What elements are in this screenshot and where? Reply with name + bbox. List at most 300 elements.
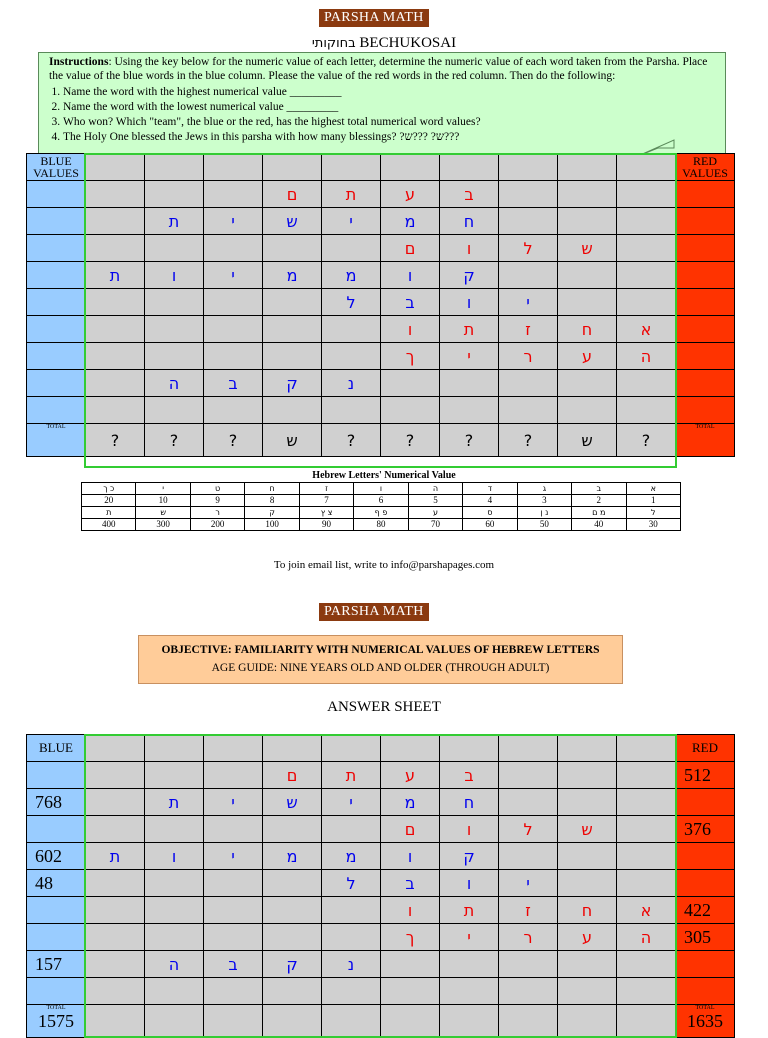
key-value: 2 <box>572 495 626 507</box>
letter-cell <box>558 397 617 424</box>
key-value: 50 <box>517 519 571 531</box>
worksheet-title-badge: PARSHA MATH <box>319 9 429 27</box>
blue-value-cell <box>27 235 86 262</box>
letter-cell <box>86 816 145 843</box>
key-value: 300 <box>136 519 190 531</box>
letter-cell: ע <box>381 762 440 789</box>
key-letter: י <box>136 483 190 495</box>
letter-cell <box>617 370 676 397</box>
letter-cell: ל <box>499 235 558 262</box>
letter-cell <box>204 897 263 924</box>
letter-cell <box>499 262 558 289</box>
red-total-cell: TOTAL <box>676 424 735 457</box>
red-value-cell <box>676 370 735 397</box>
letter-cell <box>617 181 676 208</box>
key-value: 8 <box>245 495 299 507</box>
letter-cell: ך <box>381 924 440 951</box>
letter-cell <box>86 951 145 978</box>
blue-value-cell <box>27 316 86 343</box>
letter-cell <box>263 235 322 262</box>
total-cell <box>381 1005 440 1038</box>
key-value: 200 <box>190 519 244 531</box>
letter-cell: ם <box>381 235 440 262</box>
letter-cell: מ <box>263 843 322 870</box>
key-letter: ז <box>299 483 353 495</box>
letter-cell: ע <box>381 181 440 208</box>
letter-cell: ל <box>322 289 381 316</box>
grid-total-row <box>27 1005 735 1038</box>
grid-row <box>27 262 735 289</box>
red-value-cell: 305 <box>676 924 735 951</box>
blue-value-cell <box>27 208 86 235</box>
key-value: 4 <box>463 495 517 507</box>
grid-cell <box>86 154 145 181</box>
key-value: 90 <box>299 519 353 531</box>
letter-cell <box>322 978 381 1005</box>
total-cell: ש <box>558 424 617 457</box>
letter-cell: ש <box>558 235 617 262</box>
letter-cell <box>440 397 499 424</box>
parsha-name-hebrew: בחוקותי <box>311 36 356 51</box>
red-total-value: 1635 <box>687 1011 723 1031</box>
letter-cell <box>499 370 558 397</box>
letter-cell <box>86 924 145 951</box>
letter-cell: ק <box>263 370 322 397</box>
blue-value-cell <box>27 924 86 951</box>
letter-cell: ה <box>145 370 204 397</box>
key-row <box>82 507 681 519</box>
key-title: Hebrew Letters' Numerical Value <box>312 470 456 481</box>
letter-cell <box>86 208 145 235</box>
key-letter: ק <box>245 507 299 519</box>
grid-cell <box>204 154 263 181</box>
letter-cell: ח <box>558 897 617 924</box>
grid-row <box>27 816 735 843</box>
blue-value-cell: 48 <box>27 870 86 897</box>
letter-cell <box>499 208 558 235</box>
key-letter: צ ץ <box>299 507 353 519</box>
letter-cell <box>263 397 322 424</box>
blue-value-cell: 768 <box>27 789 86 816</box>
letter-cell <box>145 816 204 843</box>
letter-cell: א <box>617 316 676 343</box>
total-cell <box>440 1005 499 1038</box>
key-value: 6 <box>354 495 408 507</box>
key-letter: כ ך <box>82 483 136 495</box>
letter-cell <box>440 370 499 397</box>
red-value-cell: 376 <box>676 816 735 843</box>
letter-cell <box>145 978 204 1005</box>
blue-value-cell <box>27 897 86 924</box>
letter-cell: ב <box>440 762 499 789</box>
letter-cell <box>499 843 558 870</box>
letter-cell: ח <box>558 316 617 343</box>
letter-cell: ז <box>499 316 558 343</box>
letter-cell <box>86 343 145 370</box>
key-row <box>82 483 681 495</box>
letter-cell <box>617 289 676 316</box>
red-value-cell <box>676 235 735 262</box>
total-cell: ? <box>145 424 204 457</box>
grid-cell <box>145 735 204 762</box>
letter-cell: ב <box>440 181 499 208</box>
grid-cell <box>86 735 145 762</box>
letter-cell: ז <box>499 897 558 924</box>
letter-cell <box>263 870 322 897</box>
letter-cell: י <box>440 924 499 951</box>
letter-value-key <box>81 482 681 531</box>
instructions-text: : Using the key below for the numeric value of each letter, determine the numeric value of each word taken from the Parsha. Place the value of the blue words in the blue column. Please the value of the red words in the red column. Then do the following: <box>49 56 708 82</box>
letter-cell <box>145 397 204 424</box>
grid-row <box>27 789 735 816</box>
letter-cell <box>86 897 145 924</box>
letter-cell: מ <box>322 262 381 289</box>
letter-cell <box>617 870 676 897</box>
letter-cell: ק <box>440 262 499 289</box>
letter-cell <box>558 370 617 397</box>
key-value: 1 <box>626 495 680 507</box>
total-cell: ש <box>263 424 322 457</box>
letter-cell <box>322 924 381 951</box>
red-value-cell: 512 <box>676 762 735 789</box>
grid-cell <box>263 154 322 181</box>
letter-cell <box>263 816 322 843</box>
grid-cell <box>499 154 558 181</box>
grid-header-row <box>27 735 735 762</box>
letter-cell <box>558 208 617 235</box>
total-cell: ? <box>322 424 381 457</box>
age-guide-line: AGE GUIDE: NINE YEARS OLD AND OLDER (THROUGH ADULT) <box>211 662 550 674</box>
key-value: 100 <box>245 519 299 531</box>
instructions-paragraph <box>49 55 715 83</box>
key-row <box>82 519 681 531</box>
letter-cell: ש <box>263 789 322 816</box>
letter-cell: מ <box>263 262 322 289</box>
letter-cell: ל <box>499 816 558 843</box>
letter-cell <box>263 289 322 316</box>
letter-cell: י <box>204 843 263 870</box>
key-value: 3 <box>517 495 571 507</box>
letter-cell <box>204 343 263 370</box>
letter-cell: י <box>499 289 558 316</box>
key-letter: ת <box>82 507 136 519</box>
letter-cell <box>145 343 204 370</box>
red-value-cell <box>676 870 735 897</box>
letter-cell <box>558 762 617 789</box>
letter-cell: ת <box>440 897 499 924</box>
letter-cell <box>499 978 558 1005</box>
letter-cell: ו <box>381 262 440 289</box>
total-cell <box>499 1005 558 1038</box>
grid-row <box>27 924 735 951</box>
letter-cell: ם <box>263 181 322 208</box>
letter-cell <box>145 181 204 208</box>
letter-cell <box>499 181 558 208</box>
letter-cell: ח <box>440 789 499 816</box>
letter-cell: ו <box>381 843 440 870</box>
letter-cell: ת <box>322 762 381 789</box>
letter-cell <box>499 397 558 424</box>
letter-cell <box>86 762 145 789</box>
total-cell <box>204 1005 263 1038</box>
key-letter: ר <box>190 507 244 519</box>
blue-value-cell <box>27 397 86 424</box>
blue-value-cell <box>27 762 86 789</box>
letter-cell: ק <box>440 843 499 870</box>
letter-cell: ה <box>617 343 676 370</box>
objective-line: OBJECTIVE: FAMILIARITY WITH NUMERICAL VALUES OF HEBREW LETTERS <box>161 644 600 656</box>
letter-cell <box>86 370 145 397</box>
red-value-cell <box>676 397 735 424</box>
letter-cell: ב <box>381 870 440 897</box>
letter-cell <box>617 789 676 816</box>
grid-row <box>27 370 735 397</box>
grid-cell <box>617 735 676 762</box>
letter-cell <box>440 951 499 978</box>
letter-cell <box>86 289 145 316</box>
letter-cell: ק <box>263 951 322 978</box>
key-letter: ס <box>463 507 517 519</box>
total-cell: ? <box>499 424 558 457</box>
letter-cell: ב <box>204 951 263 978</box>
letter-cell <box>263 316 322 343</box>
letter-cell <box>145 316 204 343</box>
grid-cell <box>381 154 440 181</box>
grid-row <box>27 397 735 424</box>
letter-cell <box>322 316 381 343</box>
question-2: 2. Name the word with the lowest numerical value _________ <box>63 100 715 115</box>
letter-cell <box>145 897 204 924</box>
letter-cell <box>263 897 322 924</box>
blue-column-header: BLUE VALUES <box>27 154 86 181</box>
letter-cell: ו <box>145 262 204 289</box>
grid-cell <box>263 735 322 762</box>
total-cell: ? <box>204 424 263 457</box>
grid-cell <box>322 154 381 181</box>
letter-cell <box>381 370 440 397</box>
grid-cell <box>558 735 617 762</box>
letter-cell <box>322 343 381 370</box>
red-total-cell: TOTAL 1635 <box>676 1005 735 1038</box>
key-value: 5 <box>408 495 462 507</box>
letter-cell <box>440 978 499 1005</box>
letter-cell <box>617 235 676 262</box>
letter-cell <box>322 897 381 924</box>
letter-cell: ו <box>440 289 499 316</box>
total-cell <box>86 1005 145 1038</box>
total-cell: ? <box>440 424 499 457</box>
grid-row <box>27 343 735 370</box>
blue-value-cell <box>27 816 86 843</box>
letter-cell: י <box>322 789 381 816</box>
blue-value-cell <box>27 262 86 289</box>
letter-cell: ש <box>558 816 617 843</box>
letter-cell <box>204 316 263 343</box>
letter-cell: ת <box>322 181 381 208</box>
letter-cell: נ <box>322 370 381 397</box>
key-value: 70 <box>408 519 462 531</box>
letter-cell <box>145 762 204 789</box>
letter-cell: ב <box>204 370 263 397</box>
letter-cell <box>263 924 322 951</box>
letter-cell <box>145 289 204 316</box>
letter-cell <box>204 235 263 262</box>
letter-cell: ו <box>440 870 499 897</box>
letter-cell <box>145 235 204 262</box>
grid-row <box>27 897 735 924</box>
letter-cell: ת <box>145 789 204 816</box>
grid-row <box>27 978 735 1005</box>
total-cell <box>263 1005 322 1038</box>
red-value-cell <box>676 951 735 978</box>
letter-cell <box>558 870 617 897</box>
grid-cell <box>617 154 676 181</box>
grid-cell <box>322 735 381 762</box>
red-value-cell <box>676 843 735 870</box>
grid-row <box>27 762 735 789</box>
letter-cell <box>204 870 263 897</box>
total-cell: ? <box>86 424 145 457</box>
red-value-cell <box>676 181 735 208</box>
letter-cell: ם <box>381 816 440 843</box>
key-letter: ח <box>245 483 299 495</box>
letter-cell: ם <box>263 762 322 789</box>
letter-cell <box>381 397 440 424</box>
grid-header-row <box>27 154 735 181</box>
red-value-cell: 422 <box>676 897 735 924</box>
letter-cell <box>204 978 263 1005</box>
grid-row <box>27 208 735 235</box>
letter-cell <box>204 181 263 208</box>
worksheet-grid <box>26 153 735 457</box>
answer-sheet-title: ANSWER SHEET <box>327 699 441 715</box>
letter-cell <box>617 208 676 235</box>
email-note: To join email list, write to info@parshapages.com <box>273 559 495 571</box>
letter-cell: י <box>204 208 263 235</box>
question-4: 4. The Holy One blessed the Jews in this parsha with how many blessings? ?ש? ???ש??? <box>63 130 715 145</box>
key-letter: מ ם <box>572 507 626 519</box>
instructions-box <box>38 52 726 156</box>
total-cell <box>558 1005 617 1038</box>
red-value-cell <box>676 978 735 1005</box>
letter-cell: ח <box>440 208 499 235</box>
grid-row <box>27 843 735 870</box>
key-letter: ל <box>626 507 680 519</box>
key-letter: ג <box>517 483 571 495</box>
blue-value-cell <box>27 370 86 397</box>
letter-cell <box>499 789 558 816</box>
letter-cell: ו <box>381 316 440 343</box>
blue-value-cell <box>27 343 86 370</box>
question-3: 3. Who won? Which "team", the blue or the red, has the highest total numerical word values? <box>63 115 715 130</box>
letter-cell: ת <box>86 843 145 870</box>
letter-cell <box>86 235 145 262</box>
key-value: 9 <box>190 495 244 507</box>
key-letter: ה <box>408 483 462 495</box>
grid-row <box>27 181 735 208</box>
grid-row <box>27 870 735 897</box>
red-value-cell <box>676 316 735 343</box>
instructions-lead: Instructions <box>49 56 109 68</box>
letter-cell <box>558 951 617 978</box>
letter-cell <box>558 789 617 816</box>
blue-column-header: BLUE <box>27 735 86 762</box>
letter-cell <box>86 978 145 1005</box>
letter-cell: ה <box>145 951 204 978</box>
letter-cell <box>617 816 676 843</box>
grid-total-row <box>27 424 735 457</box>
letter-cell <box>381 978 440 1005</box>
letter-cell <box>263 343 322 370</box>
key-letter: ו <box>354 483 408 495</box>
letter-cell <box>617 262 676 289</box>
letter-cell <box>381 951 440 978</box>
grid-cell <box>145 154 204 181</box>
letter-cell <box>558 181 617 208</box>
grid-cell <box>558 154 617 181</box>
letter-cell <box>204 924 263 951</box>
letter-cell: ל <box>322 870 381 897</box>
key-letter: ב <box>572 483 626 495</box>
letter-cell <box>558 843 617 870</box>
grid-row <box>27 289 735 316</box>
letter-cell <box>86 181 145 208</box>
key-value: 60 <box>463 519 517 531</box>
letter-cell <box>86 397 145 424</box>
key-value: 40 <box>572 519 626 531</box>
letter-cell <box>322 235 381 262</box>
letter-cell <box>263 978 322 1005</box>
letter-cell: מ <box>381 208 440 235</box>
grid-row <box>27 316 735 343</box>
letter-cell: ו <box>145 843 204 870</box>
blue-value-cell <box>27 181 86 208</box>
letter-cell: י <box>204 789 263 816</box>
key-letter: א <box>626 483 680 495</box>
key-value: 10 <box>136 495 190 507</box>
red-column-header: RED VALUES <box>676 154 735 181</box>
blue-total-cell: TOTAL 1575 <box>27 1005 86 1038</box>
blue-value-cell <box>27 289 86 316</box>
letter-cell: ו <box>440 816 499 843</box>
letter-cell <box>204 762 263 789</box>
letter-cell: ע <box>558 924 617 951</box>
letter-cell: י <box>499 870 558 897</box>
total-cell <box>145 1005 204 1038</box>
letter-cell: ב <box>381 289 440 316</box>
grid-cell <box>440 735 499 762</box>
letter-cell <box>617 762 676 789</box>
key-value: 30 <box>626 519 680 531</box>
question-1: 1. Name the word with the highest numerical value _________ <box>63 85 715 100</box>
red-column-header: RED <box>676 735 735 762</box>
key-letter: ע <box>408 507 462 519</box>
letter-cell <box>617 397 676 424</box>
total-cell: ? <box>617 424 676 457</box>
blue-total-value: 1575 <box>38 1011 74 1031</box>
letter-cell <box>86 789 145 816</box>
key-value: 20 <box>82 495 136 507</box>
letter-cell: מ <box>322 843 381 870</box>
red-value-cell <box>676 208 735 235</box>
key-value: 400 <box>82 519 136 531</box>
letter-cell <box>558 289 617 316</box>
grid-cell <box>499 735 558 762</box>
grid-cell <box>440 154 499 181</box>
letter-cell: ו <box>381 897 440 924</box>
key-value: 7 <box>299 495 353 507</box>
letter-cell <box>322 397 381 424</box>
